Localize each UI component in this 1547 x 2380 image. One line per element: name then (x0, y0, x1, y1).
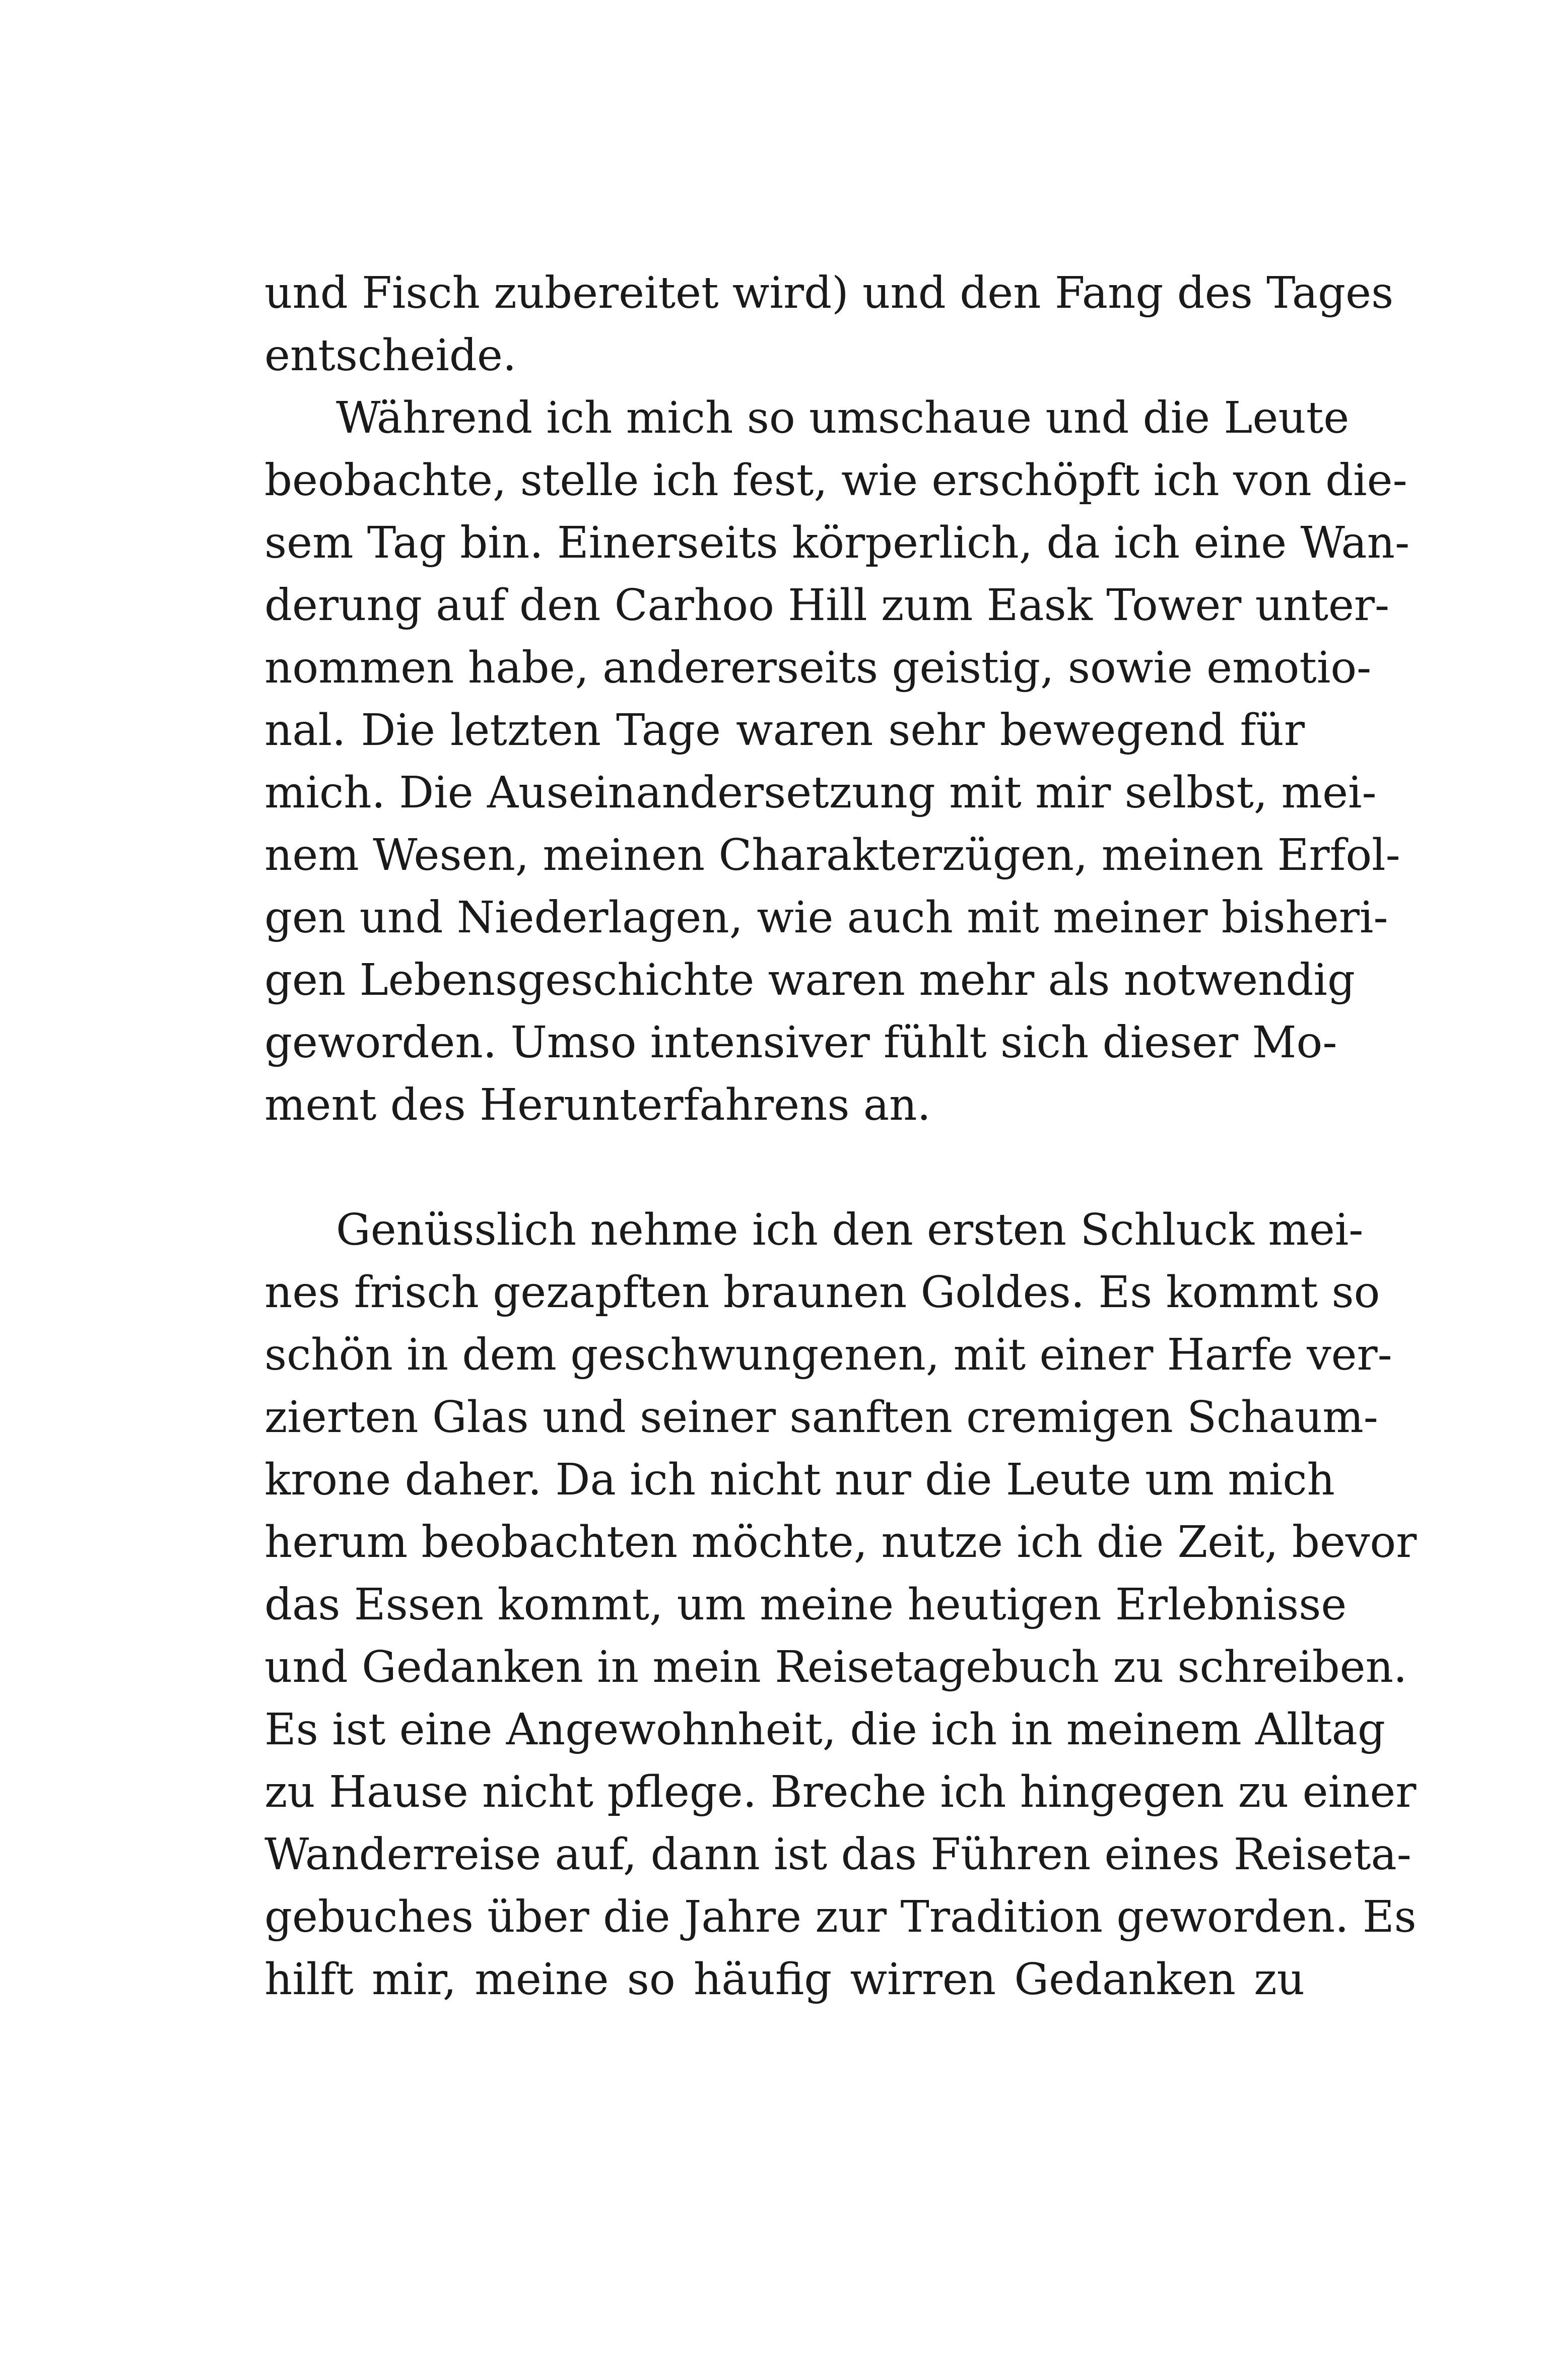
paragraph-2-line-7: mich. Die Auseinandersetzung mit mir selbst, mei- (264, 768, 1377, 818)
paragraph-3-line-3: schön in dem geschwungenen, mit einer Harfe ver- (264, 1330, 1392, 1380)
paragraph-3-line-10: zu Hause nicht pflege. Breche ich hingegen zu einer (264, 1767, 1417, 1817)
paragraph-2-line-3: sem Tag bin. Einerseits körperlich, da ich eine Wan- (264, 518, 1410, 568)
paragraph-2-line-5: nommen habe, andererseits geistig, sowie emotio- (264, 643, 1372, 693)
paragraph-3-line-7: das Essen kommt, um meine heutigen Erlebnisse (264, 1580, 1347, 1630)
paragraph-2-line-11: geworden. Umso intensiver fühlt sich dieser Mo- (264, 1017, 1337, 1068)
paragraph-3-line-8: und Gedanken in mein Reisetagebuch zu schreiben. (264, 1642, 1407, 1692)
paragraph-2-line-10: gen Lebensgeschichte waren mehr als notwendig (264, 955, 1355, 1005)
paragraph-3-line-9: Es ist eine Angewohnheit, die ich in meinem Alltag (264, 1705, 1385, 1755)
paragraph-2-line-1: Während ich mich so umschaue und die Leute (336, 393, 1350, 443)
paragraph-2-line-6: nal. Die letzten Tage waren sehr bewegend für (264, 705, 1305, 756)
paragraph-3-line-11: Wanderreise auf, dann ist das Führen eines Reiseta- (264, 1829, 1411, 1880)
paragraph-3-line-6: herum beobachten möchte, nutze ich die Zeit, bevor (264, 1517, 1417, 1568)
paragraph-1-line-1: und Fisch zubereitet wird) und den Fang des Tages (264, 268, 1394, 318)
paragraph-2-line-4: derung auf den Carhoo Hill zum Eask Tower unter- (264, 580, 1390, 631)
paragraph-2-line-12: ment des Herunterfahrens an. (264, 1080, 931, 1130)
paragraph-3-line-1: Genüsslich nehme ich den ersten Schluck mei- (336, 1205, 1364, 1255)
paragraph-3-line-12: gebuches über die Jahre zur Tradition geworden. Es (264, 1892, 1417, 1942)
paragraph-3-line-4: zierten Glas und seiner sanften cremigen Schaum- (264, 1392, 1378, 1443)
paragraph-3-line-5: krone daher. Da ich nicht nur die Leute um mich (264, 1455, 1335, 1505)
paragraph-3-line-2: nes frisch gezapften braunen Goldes. Es kommt so (264, 1267, 1380, 1318)
paragraph-2-line-9: gen und Niederlagen, wie auch mit meiner bisheri- (264, 893, 1388, 943)
paragraph-1-line-2: entscheide. (264, 330, 517, 381)
paragraph-2-line-8: nem Wesen, meinen Charakterzügen, meinen Erfol- (264, 830, 1400, 880)
paragraph-2-line-2: beobachte, stelle ich fest, wie erschöpft ich von die- (264, 455, 1407, 506)
paragraph-3-line-13: hilft mir, meine so häufig wirren Gedanken zu (264, 1954, 1305, 2005)
